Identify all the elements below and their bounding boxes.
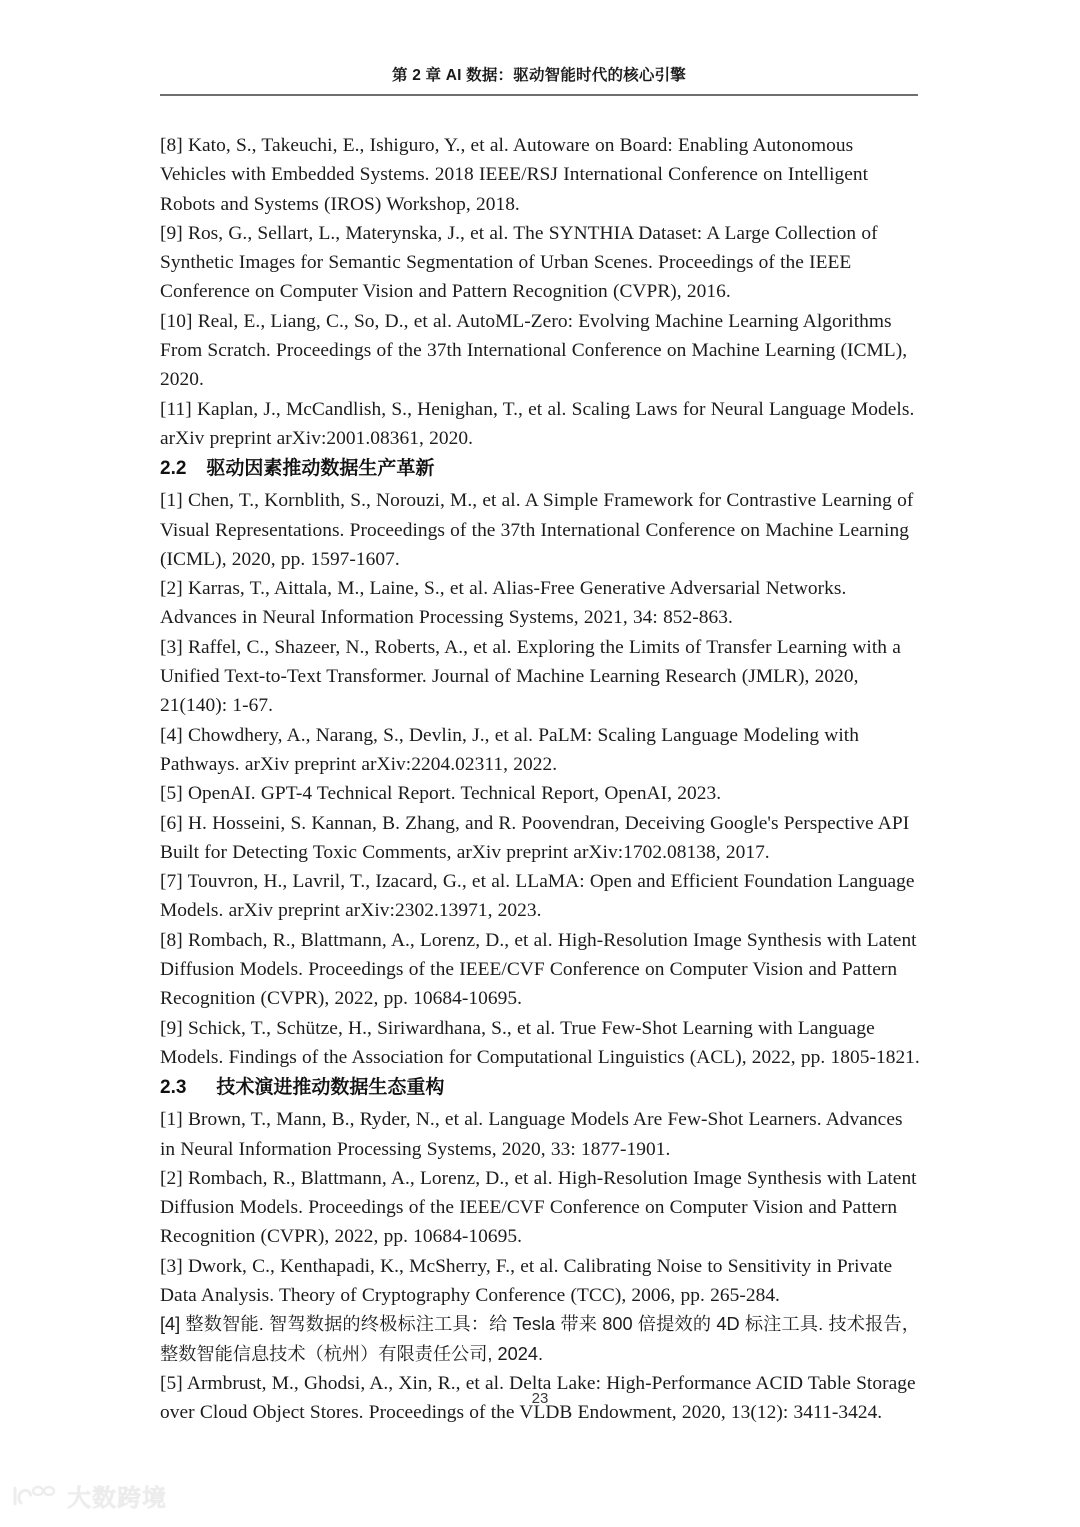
reference-entry: [5] Armbrust, M., Ghodsi, A., Xin, R., et al. Delta Lake: High-Performance ACID Table Storage over Cloud Object Stores. Proceedings of the VLDB Endowment, 2020, 13(12): 3411-3424.	[160, 1372, 916, 1424]
section-heading-2.3	[160, 1073, 920, 1103]
header-divider	[160, 94, 918, 96]
section-title: 技术演进推动数据生态重构	[216, 1077, 445, 1099]
watermark	[8, 1478, 167, 1513]
reference-entry: [9] Schick, T., Schütze, H., Siriwardhana, S., et al. True Few-Shot Learning with Language Models. Findings of the Association for Computational Linguistics (ACL), 2022, pp. 1805-1821.	[160, 1017, 920, 1068]
reference-entry: [9] Ros, G., Sellart, L., Materynska, J., et al. The SYNTHIA Dataset: A Large Collection of Synthetic Images for Semantic Segmentation of Urban Scenes. Proceedings of the IEEE Conference on Computer Vision and Pattern Recognition (CVPR), 2016.	[160, 222, 878, 303]
reference-entry: [4] 整数智能. 智驾数据的终极标注工具：给 Tesla 带来 800 倍提效的 4D 标注工具. 技术报告，整数智能信息技术（杭州）有限责任公司, 2024.	[160, 1314, 920, 1364]
section-title: 驱动因素推动数据生产革新	[206, 458, 435, 480]
section-number: 2.3	[160, 1077, 187, 1099]
watermark-text: 大数跨境	[67, 1485, 167, 1512]
reference-entry: [1] Chen, T., Kornblith, S., Norouzi, M., et al. A Simple Framework for Contrastive Learning of Visual Representations. Proceedings of the 37th International Conference on Machine Learning (ICML), 2020, pp. 1597-1607.	[160, 490, 914, 570]
reference-list	[160, 131, 920, 1427]
reference-entry: [10] Real, E., Liang, C., So, D., et al. AutoML-Zero: Evolving Machine Learning Algorithms From Scratch. Proceedings of the 37th International Conference on Machine Learning (ICML), 2020.	[160, 310, 908, 391]
reference-entry: [6] H. Hosseini, S. Kannan, B. Zhang, and R. Poovendran, Deceiving Google's Perspective API Built for Detecting Toxic Comments, arXiv preprint arXiv:1702.08138, 2017.	[160, 812, 910, 863]
reference-entry: [5] OpenAI. GPT-4 Technical Report. Technical Report, OpenAI, 2023.	[160, 783, 722, 805]
reference-entry: [11] Kaplan, J., McCandlish, S., Henighan, T., et al. Scaling Laws for Neural Language Models. arXiv preprint arXiv:2001.08361, 2020.	[160, 398, 915, 449]
reference-entry: [1] Brown, T., Mann, B., Ryder, N., et al. Language Models Are Few-Shot Learners. Advances in Neural Information Processing Systems, 2020, 33: 1877-1901.	[160, 1109, 903, 1160]
reference-entry: [7] Touvron, H., Lavril, T., Izacard, G., et al. LLaMA: Open and Efficient Foundation Language Models. arXiv preprint arXiv:2302.13971, 2023.	[160, 871, 915, 922]
reference-entry: [2] Rombach, R., Blattmann, A., Lorenz, D., et al. High-Resolution Image Synthesis with Latent Diffusion Models. Proceedings of the IEEE/CVF Conference on Computer Vision and Pattern Recognition (CVPR), 2022, pp. 10684-10695.	[160, 1167, 917, 1248]
section-heading-2.2	[160, 454, 920, 484]
100-logo-icon	[8, 1481, 58, 1511]
reference-entry: [8] Rombach, R., Blattmann, A., Lorenz, D., et al. High-Resolution Image Synthesis with Latent Diffusion Models. Proceedings of the IEEE/CVF Conference on Computer Vision and Pattern Recognition (CVPR), 2022, pp. 10684-10695.	[160, 929, 917, 1010]
section-number: 2.2	[160, 458, 187, 480]
reference-entry: [2] Karras, T., Aittala, M., Laine, S., et al. Alias-Free Generative Adversarial Networks. Advances in Neural Information Processing Systems, 2021, 34: 852-863.	[160, 578, 847, 629]
page-number: 23	[531, 1390, 549, 1407]
reference-entry: [8] Kato, S., Takeuchi, E., Ishiguro, Y., et al. Autoware on Board: Enabling Autonomous Vehicles with Embedded Systems. 2018 IEEE/RSJ International Conference on Intelligent Robots and Systems (IROS) Workshop, 2018.	[160, 135, 869, 215]
reference-entry: [4] Chowdhery, A., Narang, S., Devlin, J., et al. PaLM: Scaling Language Modeling with Pathways. arXiv preprint arXiv:2204.02311, 2022.	[160, 724, 859, 775]
running-header	[160, 66, 918, 96]
reference-entry: [3] Dwork, C., Kenthapadi, K., McSherry, F., et al. Calibrating Noise to Sensitivity in Private Data Analysis. Theory of Cryptography Conference (TCC), 2006, pp. 265-284.	[160, 1255, 893, 1306]
reference-entry: [3] Raffel, C., Shazeer, N., Roberts, A., et al. Exploring the Limits of Transfer Learning with a Unified Text-to-Text Transformer. Journal of Machine Learning Research (JMLR), 2020, 21(140): 1-67.	[160, 636, 901, 717]
chapter-title: 第 2 章 AI 数据：驱动智能时代的核心引擎	[392, 67, 686, 84]
